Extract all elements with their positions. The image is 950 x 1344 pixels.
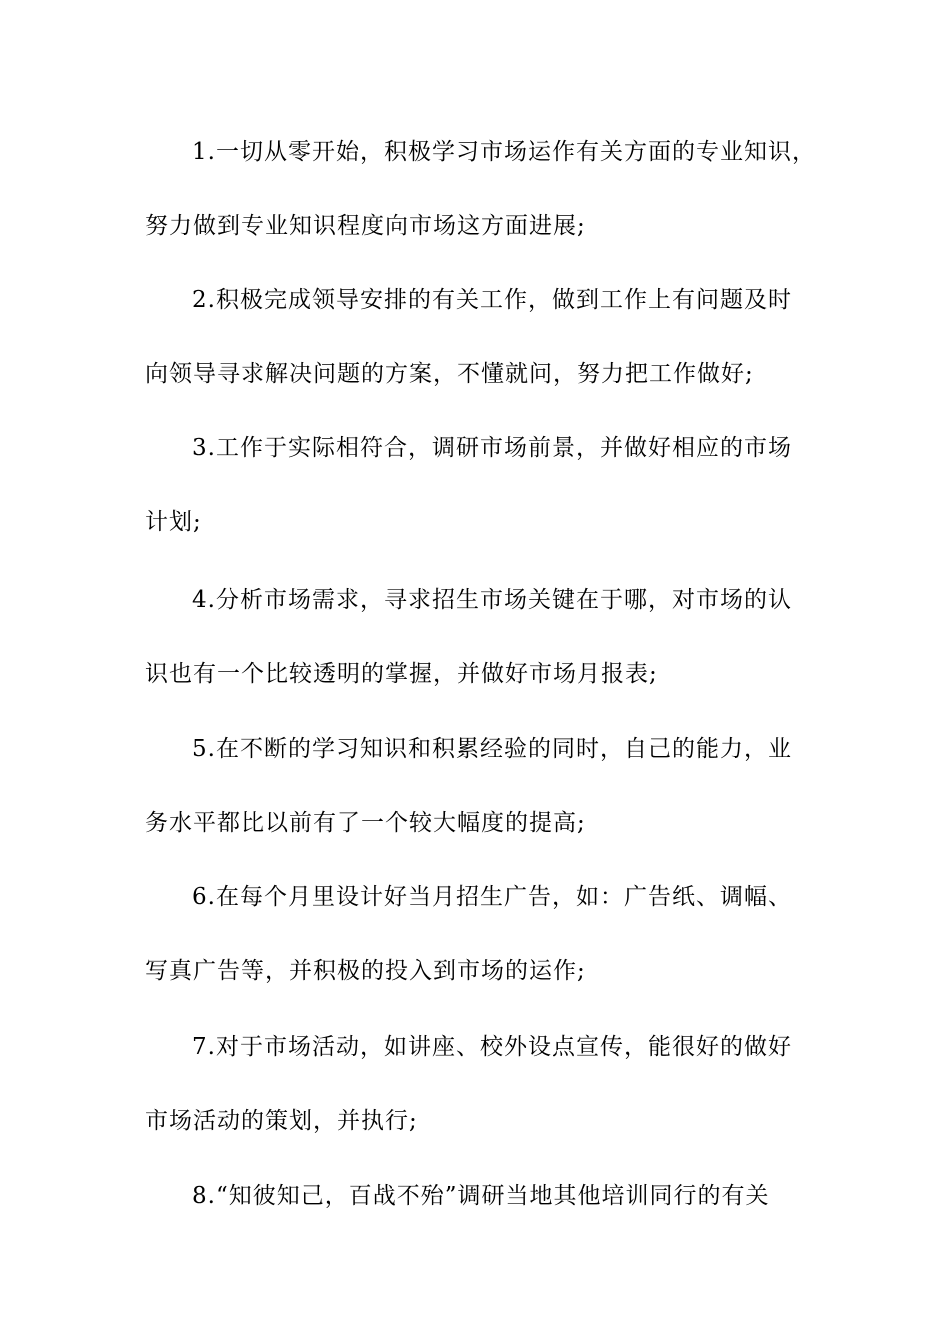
item-5-line-2: 务水平都比以前有了一个较大幅度的提高; (145, 810, 586, 836)
item-6-line-1: 6.在每个月里设计好当月招生广告，如：广告纸、调幅、 (192, 884, 792, 910)
item-7-line-2: 市场活动的策划，并执行; (145, 1108, 418, 1134)
item-7-line-1: 7.对于市场活动，如讲座、校外设点宣传，能很好的做好 (192, 1034, 792, 1060)
item-3-line-2: 计划; (145, 509, 202, 535)
item-1-line-2: 努力做到专业知识程度向市场这方面进展; (145, 213, 586, 239)
item-2-line-1: 2.积极完成领导安排的有关工作，做到工作上有问题及时 (192, 287, 792, 313)
item-8-line-1: 8.“知彼知己，百战不殆”调研当地其他培训同行的有关 (192, 1183, 770, 1209)
item-5-line-1: 5.在不断的学习知识和积累经验的同时，自己的能力，业 (192, 736, 792, 762)
item-3-line-1: 3.工作于实际相符合，调研市场前景，并做好相应的市场 (192, 435, 792, 461)
item-4-line-2: 识也有一个比较透明的掌握，并做好市场月报表; (145, 661, 658, 687)
item-2-line-2: 向领导寻求解决问题的方案，不懂就问，努力把工作做好; (145, 361, 754, 387)
item-6-line-2: 写真广告等，并积极的投入到市场的运作; (145, 958, 586, 984)
item-4-line-1: 4.分析市场需求，寻求招生市场关键在于哪，对市场的认 (192, 587, 792, 613)
item-1-line-1: 1.一切从零开始，积极学习市场运作有关方面的专业知识， (192, 139, 816, 165)
